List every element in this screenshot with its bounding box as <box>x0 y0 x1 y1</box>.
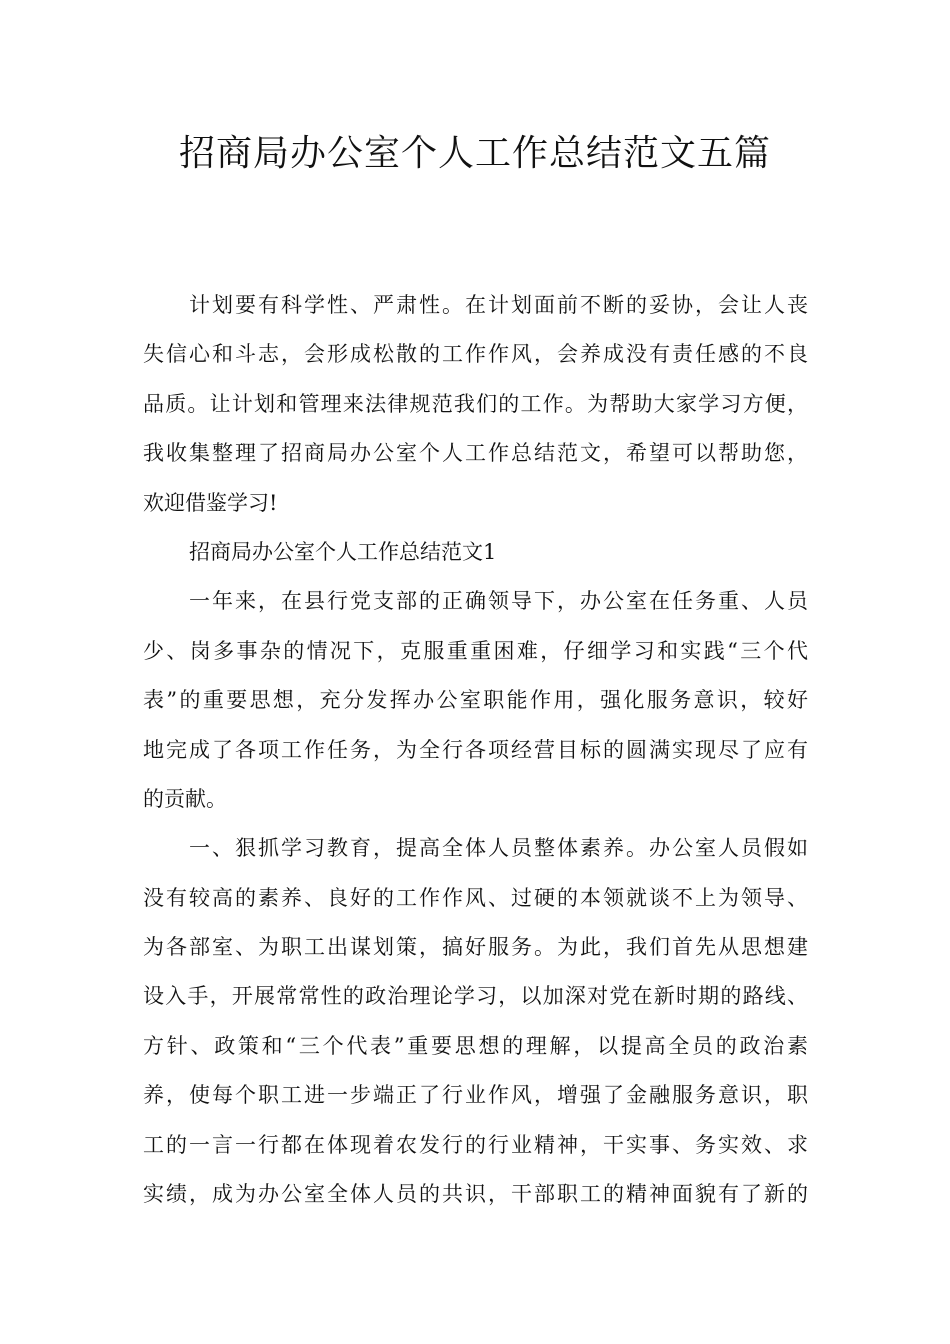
paragraph-line: 少、岗多事杂的情况下，克服重重困难，仔细学习和实践“三个代 <box>143 638 808 663</box>
paragraph-line: 品质。让计划和管理来法律规范我们的工作。为帮助大家学习方便， <box>143 391 808 416</box>
paragraph-line: 我收集整理了招商局办公室个人工作总结范文，希望可以帮助您， <box>143 441 808 466</box>
paragraph-line: 工的一言一行都在体现着农发行的行业精神，干实事、务实效、求 <box>143 1132 808 1157</box>
paragraph-line: 为各部室、为职工出谋划策，搞好服务。为此，我们首先从思想建 <box>143 935 808 960</box>
paragraph-line: 没有较高的素养、良好的工作作风、过硬的本领就谈不上为领导、 <box>143 885 808 910</box>
paragraph-line: 失信心和斗志，会形成松散的工作作风，会养成没有责任感的不良 <box>143 342 808 367</box>
paragraph-line: 计划要有科学性、严肃性。在计划面前不断的妥协，会让人丧 <box>189 293 808 317</box>
document-body <box>143 281 808 1219</box>
paragraph-line: 实绩，成为办公室全体人员的共识，干部职工的精神面貌有了新的 <box>143 1182 808 1207</box>
section-heading: 招商局办公室个人工作总结范文1 <box>189 539 497 564</box>
paragraph-line: 方针、政策和“三个代表”重要思想的理解，以提高全员的政治素 <box>143 1033 808 1058</box>
paragraph-line: 的贡献。 <box>143 786 227 811</box>
paragraph-line: 一年来，在县行党支部的正确领导下，办公室在任务重、人员 <box>189 589 808 614</box>
paragraph-line: 地完成了各项工作任务，为全行各项经营目标的圆满实现尽了应有 <box>143 737 808 762</box>
paragraph-line: 欢迎借鉴学习! <box>143 490 278 515</box>
paragraph-line: 一、狠抓学习教育，提高全体人员整体素养。办公室人员假如 <box>189 836 808 861</box>
paragraph-line: 表”的重要思想，充分发挥办公室职能作用，强化服务意识，较好 <box>143 688 808 713</box>
paragraph-line: 养，使每个职工进一步端正了行业作风，增强了金融服务意识，职 <box>143 1083 808 1108</box>
document-title: 招商局办公室个人工作总结范文五篇 <box>178 133 771 174</box>
paragraph-line: 设入手，开展常常性的政治理论学习，以加深对党在新时期的路线、 <box>143 984 808 1009</box>
